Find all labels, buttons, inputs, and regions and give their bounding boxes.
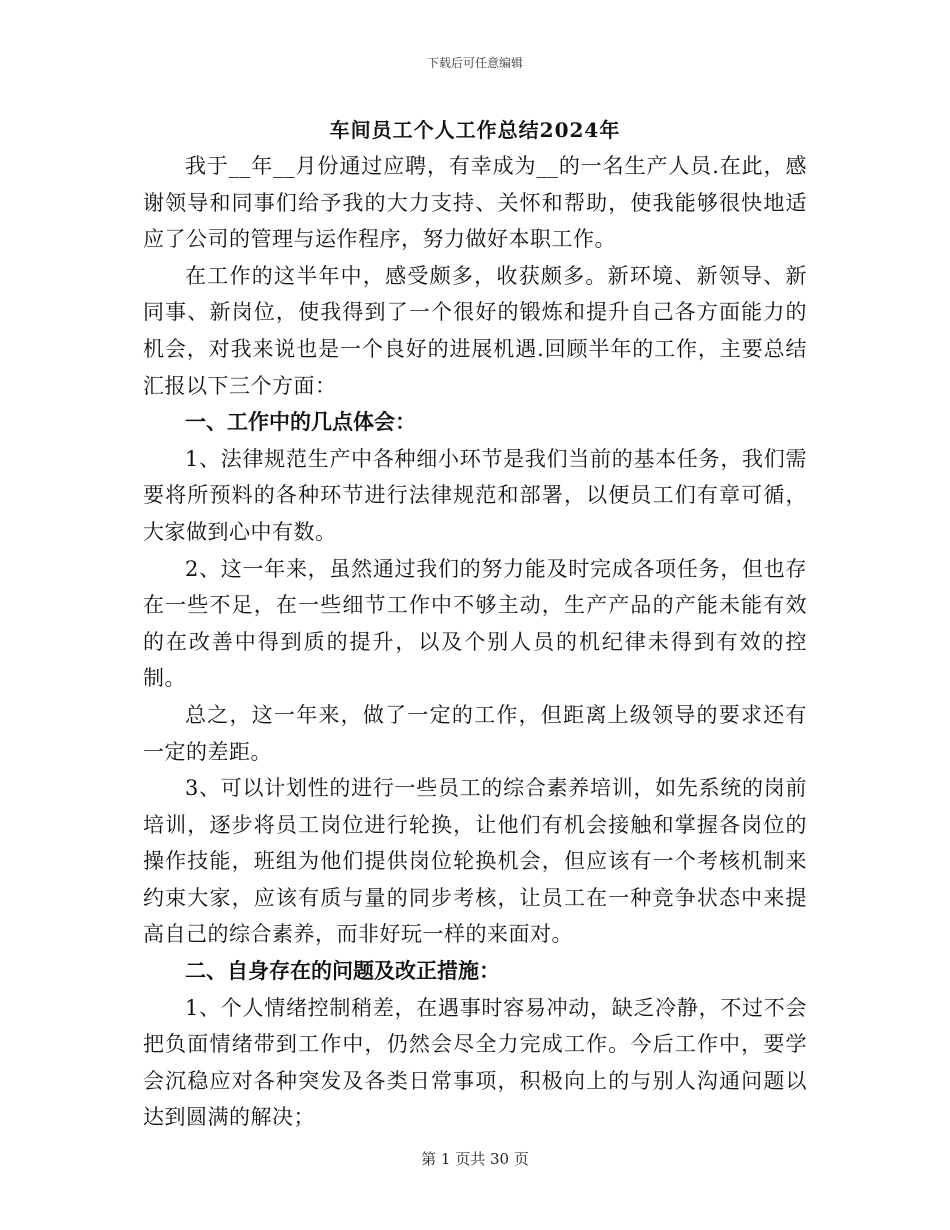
paragraph-item-1: 1、法律规范生产中各种细小环节是我们当前的基本任务，我们需要将所预料的各种环节进行法律规范和部署，以便员工们有章可循，大家做到心中有数。 (143, 446, 807, 544)
document-title: 车间员工个人工作总结2024年 (329, 118, 621, 142)
section-heading-problems: 二、自身存在的问题及改正措施： (185, 958, 500, 984)
paragraph-problem-1: 1、个人情绪控制稍差，在遇事时容易冲动，缺乏冷静，不过不会把负面情绪带到工作中，仍然会尽全力完成工作。今后工作中，要学会沉稳应对各种突发及各类日常事项，积极向上的与别人沟通问题以达到圆满的解决； (143, 995, 807, 1130)
document-body (143, 148, 807, 1136)
page-header-note: 下载后可任意编辑 (426, 56, 523, 70)
paragraph-item-3: 3、可以计划性的进行一些员工的综合素养培训，如先系统的岗前培训，逐步将员工岗位进行轮换，让他们有机会接触和掌握各岗位的操作技能，班组为他们提供岗位轮换机会，但应该有一个考核机制来约束大家，应该有质与量的同步考核，让员工在一种竞争状态中来提高自己的综合素养，而非好玩一样的来面对。 (143, 776, 807, 947)
paragraph-half-year: 在工作的这半年中，感受颇多，收获颇多。新环境、新领导、新同事、新岗位，使我得到了一个很好的锻炼和提升自己各方面能力的机会，对我来说也是一个良好的进展机遇.回顾半年的工作，主要总结汇报以下三个方面： (143, 263, 807, 398)
section-heading-experience: 一、工作中的几点体会： (185, 409, 416, 435)
page-number-footer: 第 1 页共 30 页 (421, 1150, 529, 1168)
paragraph-intro: 我于__年__月份通过应聘，有幸成为__的一名生产人员.在此，感谢领导和同事们给予我的大力支持、关怀和帮助，使我能够很快地适应了公司的管理与运作程序，努力做好本职工作。 (143, 154, 807, 252)
paragraph-item-2: 2、这一年来，虽然通过我们的努力能及时完成各项任务，但也存在一些不足，在一些细节工作中不够主动，生产产品的产能未能有效的在改善中得到质的提升，以及个别人员的机纪律未得到有效的控制。 (143, 556, 807, 691)
paragraph-summary: 总之，这一年来，做了一定的工作，但距离上级领导的要求还有一定的差距。 (143, 702, 807, 764)
